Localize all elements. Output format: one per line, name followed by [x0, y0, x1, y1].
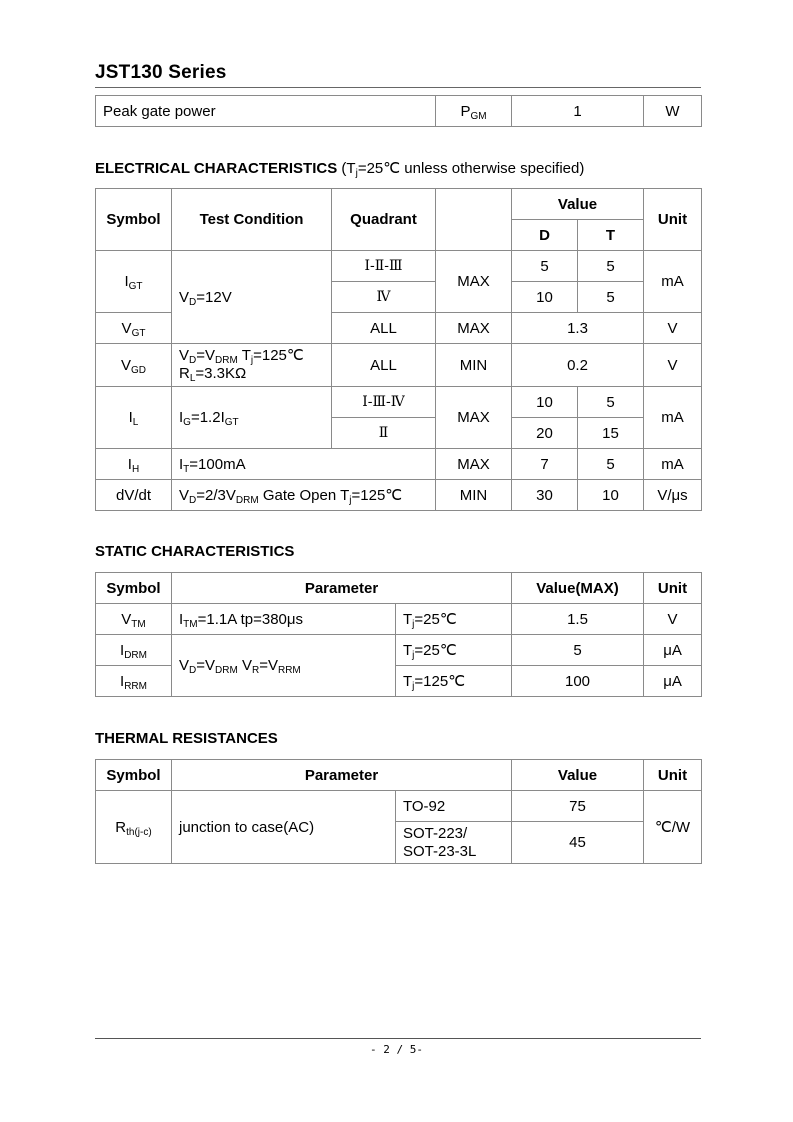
param-value: 1 — [512, 96, 644, 127]
unit-cell: μA — [644, 635, 702, 666]
col-quadrant: Quadrant — [332, 189, 436, 251]
unit-cell: μA — [644, 666, 702, 697]
condition-ig: $I_G=1.2I_{GT}$ — [172, 387, 332, 449]
col-unit: Unit — [644, 573, 702, 604]
col-unit: Unit — [644, 189, 702, 251]
tj-cell: $T_j=25℃$ — [396, 635, 512, 666]
page-title: JST130 Series — [95, 62, 227, 83]
limit-cell: MIN — [436, 480, 512, 511]
unit-cell: mA — [644, 251, 702, 313]
table-row — [96, 96, 702, 127]
col-value: Value — [512, 189, 644, 220]
tj-cell: $T_j=25℃$ — [396, 604, 512, 635]
peak-gate-power-table — [95, 95, 702, 127]
condition-vd-12v: $V_D=12V$ — [172, 251, 332, 344]
unit-cell: V — [644, 313, 702, 344]
col-limit — [436, 189, 512, 251]
parameter-cell: $V_D=V_{DRM}$ $V_R=V_{RRM}$ — [172, 635, 396, 697]
symbol-igt: $I_{GT}$ — [96, 251, 172, 313]
value-d: 10 — [512, 387, 578, 418]
value-cell: 5 — [512, 635, 644, 666]
parameter-cell: junction to case(AC) — [172, 791, 396, 864]
package-cell: TO-92 — [396, 791, 512, 822]
col-t: T — [578, 220, 644, 251]
quadrant-cell: ALL — [332, 344, 436, 387]
tj-cell: $T_j=125℃$ — [396, 666, 512, 697]
param-symbol: $P_{GM}$ — [436, 96, 512, 127]
col-symbol: Symbol — [96, 760, 172, 791]
col-symbol: Symbol — [96, 189, 172, 251]
value-d: 30 — [512, 480, 578, 511]
quadrant-cell: ALL — [332, 313, 436, 344]
value-cell: 0.2 — [512, 344, 644, 387]
table-row — [96, 344, 702, 387]
symbol-irrm: $I_{RRM}$ — [96, 666, 172, 697]
value-d: 5 — [512, 251, 578, 282]
table-row — [96, 635, 702, 666]
footer-divider — [95, 1038, 701, 1039]
condition-dvdt: $V_D=2/3V_{DRM}$ Gate Open $T_j=125℃$ — [172, 480, 436, 511]
value-cell: 1.3 — [512, 313, 644, 344]
electrical-note: ($T_j=25℃$ unless otherwise specified) — [341, 160, 585, 179]
symbol-il: $I_L$ — [96, 387, 172, 449]
value-t: 10 — [578, 480, 644, 511]
quadrant-cell: Ⅱ — [332, 418, 436, 449]
parameter-cell: $I_{TM}=1.1A$ tp=380μs — [172, 604, 396, 635]
unit-cell: mA — [644, 449, 702, 480]
col-test-condition: Test Condition — [172, 189, 332, 251]
value-cell: 75 — [512, 791, 644, 822]
thermal-heading: THERMAL RESISTANCES — [95, 730, 278, 747]
col-parameter: Parameter — [172, 573, 512, 604]
electrical-heading: ELECTRICAL CHARACTERISTICS ($T_j=25℃$ unless otherwise specified) — [95, 160, 585, 179]
symbol-rth: $R_{th(j-c)}$ — [96, 791, 172, 864]
quadrant-cell: Ⅰ-Ⅲ-Ⅳ — [332, 387, 436, 418]
unit-cell: V — [644, 604, 702, 635]
condition-vgd: $V_D=V_{DRM}$ $T_j=125℃$ $R_L=3.3K\Omega$ — [172, 344, 332, 387]
limit-cell: MAX — [436, 313, 512, 344]
value-cell: 100 — [512, 666, 644, 697]
col-value-max: Value(MAX) — [512, 573, 644, 604]
value-d: 10 — [512, 282, 578, 313]
limit-cell: MAX — [436, 251, 512, 313]
col-symbol: Symbol — [96, 573, 172, 604]
table-row — [96, 387, 702, 418]
symbol-vtm: $V_{TM}$ — [96, 604, 172, 635]
static-heading: STATIC CHARACTERISTICS — [95, 543, 295, 560]
col-value: Value — [512, 760, 644, 791]
thermal-resistances-table — [95, 759, 702, 864]
param-label: Peak gate power — [96, 96, 436, 127]
unit-cell: mA — [644, 387, 702, 449]
col-unit: Unit — [644, 760, 702, 791]
symbol-vgt: $V_{GT}$ — [96, 313, 172, 344]
value-t: 5 — [578, 251, 644, 282]
symbol-idrm: $I_{DRM}$ — [96, 635, 172, 666]
package-cell: SOT-223/ SOT-23-3L — [396, 822, 512, 864]
table-row — [96, 604, 702, 635]
value-d: 7 — [512, 449, 578, 480]
param-unit: W — [644, 96, 702, 127]
value-cell: 45 — [512, 822, 644, 864]
col-d: D — [512, 220, 578, 251]
value-d: 20 — [512, 418, 578, 449]
unit-cell: V/μs — [644, 480, 702, 511]
page-number: - 2 / 5- — [370, 1043, 423, 1056]
symbol-dvdt: dV/dt — [96, 480, 172, 511]
electrical-characteristics-table — [95, 188, 702, 511]
limit-cell: MIN — [436, 344, 512, 387]
table-row — [96, 480, 702, 511]
unit-cell: ℃/W — [644, 791, 702, 864]
condition-it: $I_T=100mA$ — [172, 449, 436, 480]
col-parameter: Parameter — [172, 760, 512, 791]
quadrant-cell: Ⅰ-Ⅱ-Ⅲ — [332, 251, 436, 282]
quadrant-cell: Ⅳ — [332, 282, 436, 313]
symbol-ih: $I_H$ — [96, 449, 172, 480]
unit-cell: V — [644, 344, 702, 387]
table-row — [96, 251, 702, 282]
value-t: 5 — [578, 387, 644, 418]
value-t: 5 — [578, 449, 644, 480]
value-cell: 1.5 — [512, 604, 644, 635]
symbol-vgd: $V_{GD}$ — [96, 344, 172, 387]
limit-cell: MAX — [436, 449, 512, 480]
value-t: 15 — [578, 418, 644, 449]
table-row — [96, 791, 702, 822]
value-t: 5 — [578, 282, 644, 313]
static-characteristics-table — [95, 572, 702, 697]
limit-cell: MAX — [436, 387, 512, 449]
table-row — [96, 449, 702, 480]
title-divider — [95, 87, 701, 88]
